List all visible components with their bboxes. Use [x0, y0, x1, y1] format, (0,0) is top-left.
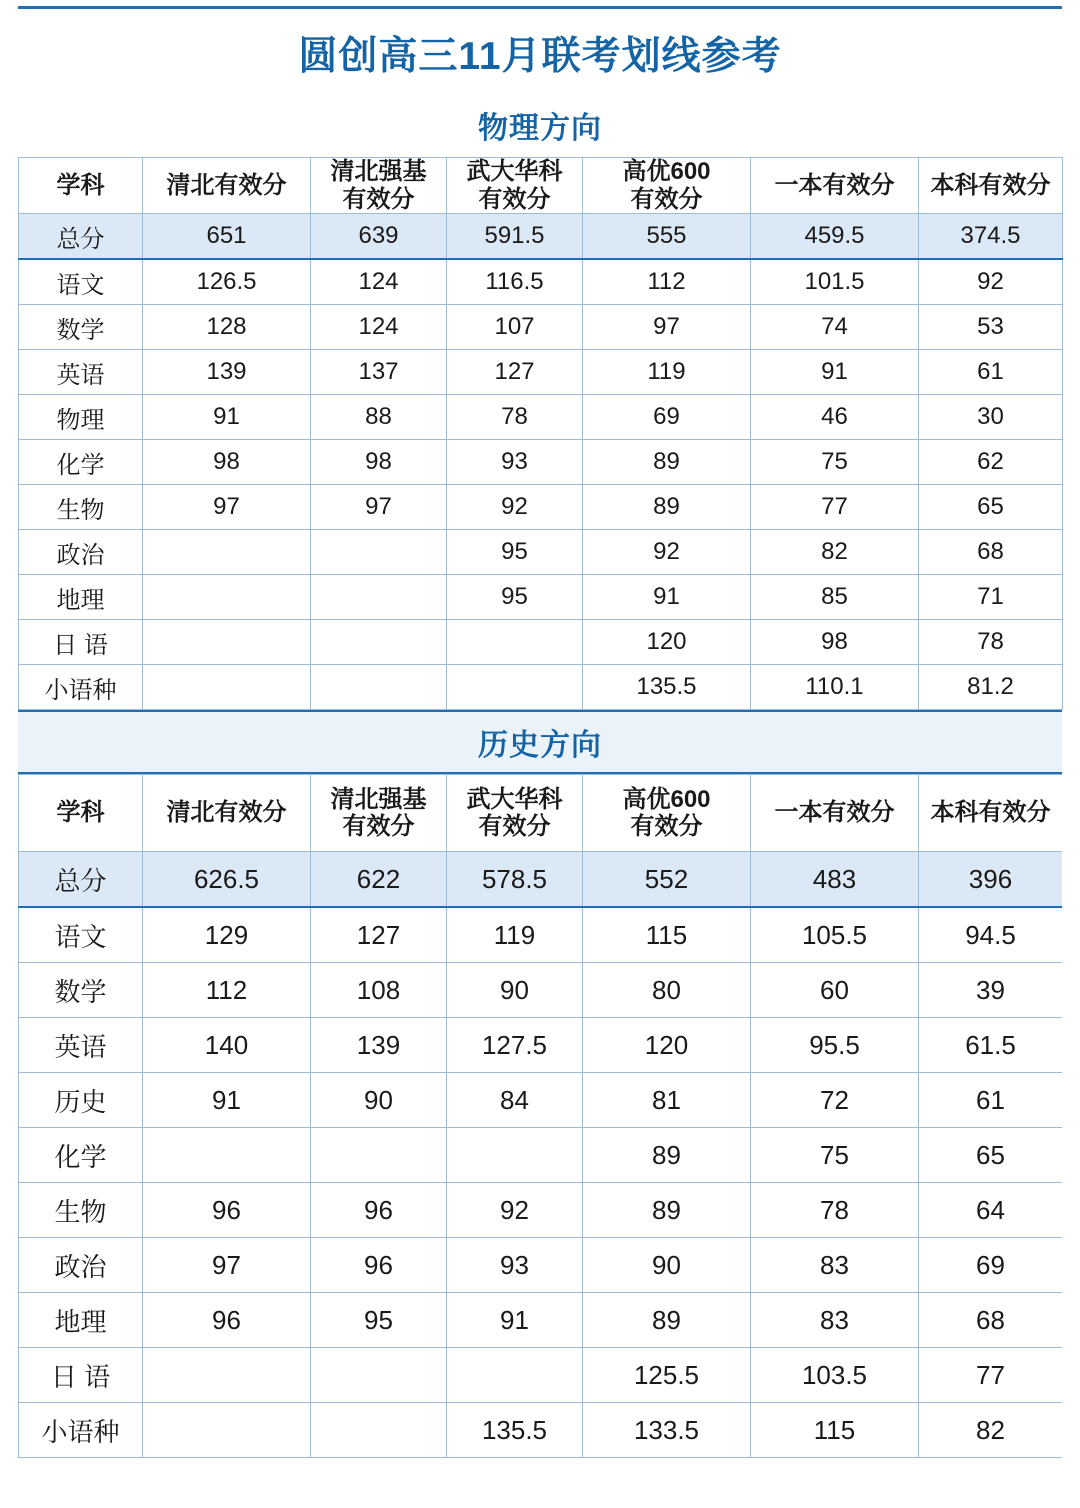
cell-value: 459.5 — [751, 214, 919, 260]
cell-value: 89 — [583, 1183, 751, 1238]
row-subject: 化学 — [19, 440, 143, 485]
cell-value: 96 — [143, 1183, 311, 1238]
table-row — [19, 350, 1063, 395]
row-subject: 地理 — [19, 1293, 143, 1348]
cell-value: 98 — [311, 440, 447, 485]
cell-value: 578.5 — [447, 852, 583, 908]
cell-value: 95.5 — [751, 1018, 919, 1073]
cell-value: 97 — [311, 485, 447, 530]
cell-value: 105.5 — [751, 907, 919, 963]
cell-value: 119 — [583, 350, 751, 395]
cell-value: 91 — [583, 575, 751, 620]
cell-value: 92 — [583, 530, 751, 575]
row-subject: 数学 — [19, 963, 143, 1018]
cell-value — [447, 620, 583, 665]
row-subject: 日 语 — [19, 1348, 143, 1403]
table-row — [19, 440, 1063, 485]
table-row — [19, 665, 1063, 710]
cell-value: 128 — [143, 305, 311, 350]
cell-value — [311, 1348, 447, 1403]
cell-value: 61.5 — [919, 1018, 1063, 1073]
cell-value — [311, 665, 447, 710]
table-row — [19, 1018, 1063, 1073]
col-header-gaoyou600: 高优600 有效分 — [583, 158, 751, 214]
cell-value — [447, 1348, 583, 1403]
cell-value: 89 — [583, 1293, 751, 1348]
cell-value: 133.5 — [583, 1403, 751, 1458]
row-subject: 小语种 — [19, 665, 143, 710]
cell-value — [311, 575, 447, 620]
cell-value: 82 — [751, 530, 919, 575]
cell-value: 91 — [143, 1073, 311, 1128]
row-subject: 日 语 — [19, 620, 143, 665]
cell-value — [447, 665, 583, 710]
cell-value: 124 — [311, 259, 447, 305]
table-row — [19, 852, 1063, 908]
cell-value: 65 — [919, 485, 1063, 530]
cell-value: 135.5 — [447, 1403, 583, 1458]
cell-value: 95 — [447, 575, 583, 620]
row-subject: 地理 — [19, 575, 143, 620]
col-header-yiben: 一本有效分 — [751, 158, 919, 214]
cell-value: 125.5 — [583, 1348, 751, 1403]
table-row — [19, 485, 1063, 530]
poster-page — [0, 6, 1080, 1508]
cell-value: 115 — [751, 1403, 919, 1458]
cell-value: 77 — [919, 1348, 1063, 1403]
history-section — [18, 774, 1062, 1458]
col-header-qingbei-qiangji: 清北强基 有效分 — [311, 775, 447, 852]
cell-value: 90 — [583, 1238, 751, 1293]
cell-value: 97 — [143, 485, 311, 530]
cell-value — [143, 1403, 311, 1458]
cell-value: 639 — [311, 214, 447, 260]
col-header-qingbei-qiangji: 清北强基 有效分 — [311, 158, 447, 214]
row-subject: 总分 — [19, 214, 143, 260]
cell-value: 80 — [583, 963, 751, 1018]
cell-value: 83 — [751, 1238, 919, 1293]
col-header-qingbei: 清北有效分 — [143, 775, 311, 852]
row-subject: 生物 — [19, 485, 143, 530]
cell-value: 97 — [143, 1238, 311, 1293]
row-subject: 语文 — [19, 907, 143, 963]
cell-value — [143, 1128, 311, 1183]
cell-value: 139 — [311, 1018, 447, 1073]
cell-value: 65 — [919, 1128, 1063, 1183]
table-row — [19, 1183, 1063, 1238]
table-row — [19, 1403, 1063, 1458]
cell-value: 90 — [311, 1073, 447, 1128]
cell-value: 112 — [583, 259, 751, 305]
col-header-qingbei: 清北有效分 — [143, 158, 311, 214]
cell-value: 91 — [447, 1293, 583, 1348]
row-subject: 历史 — [19, 1073, 143, 1128]
table-header-row — [19, 775, 1063, 852]
cell-value: 69 — [583, 395, 751, 440]
row-subject: 英语 — [19, 350, 143, 395]
page-title: 圆创高三11月联考划线参考 — [298, 35, 782, 78]
table-row — [19, 1128, 1063, 1183]
row-subject: 政治 — [19, 530, 143, 575]
cell-value: 82 — [919, 1403, 1063, 1458]
cell-value: 126.5 — [143, 259, 311, 305]
table-row — [19, 575, 1063, 620]
table-row — [19, 1293, 1063, 1348]
cell-value: 96 — [311, 1183, 447, 1238]
row-subject: 生物 — [19, 1183, 143, 1238]
cell-value: 96 — [311, 1238, 447, 1293]
table-row — [19, 907, 1063, 963]
cell-value: 30 — [919, 395, 1063, 440]
cell-value: 78 — [919, 620, 1063, 665]
cell-value: 127 — [311, 907, 447, 963]
cell-value: 78 — [447, 395, 583, 440]
row-subject: 英语 — [19, 1018, 143, 1073]
cell-value: 69 — [919, 1238, 1063, 1293]
cell-value: 396 — [919, 852, 1063, 908]
row-subject: 政治 — [19, 1238, 143, 1293]
cell-value — [447, 1128, 583, 1183]
cell-value: 92 — [447, 1183, 583, 1238]
cell-value: 96 — [143, 1293, 311, 1348]
cell-value: 75 — [751, 1128, 919, 1183]
cell-value: 110.1 — [751, 665, 919, 710]
cell-value: 91 — [143, 395, 311, 440]
table-row — [19, 395, 1063, 440]
cell-value: 88 — [311, 395, 447, 440]
cell-value: 135.5 — [583, 665, 751, 710]
cell-value: 68 — [919, 530, 1063, 575]
cell-value: 85 — [751, 575, 919, 620]
cell-value: 103.5 — [751, 1348, 919, 1403]
cell-value: 93 — [447, 1238, 583, 1293]
cell-value: 112 — [143, 963, 311, 1018]
table-row — [19, 530, 1063, 575]
cell-value: 61 — [919, 1073, 1063, 1128]
table-row — [19, 1073, 1063, 1128]
cell-value: 626.5 — [143, 852, 311, 908]
cell-value: 81.2 — [919, 665, 1063, 710]
col-header-gaoyou600: 高优600 有效分 — [583, 775, 751, 852]
col-header-subject: 学科 — [19, 775, 143, 852]
table-row — [19, 1348, 1063, 1403]
table-row — [19, 259, 1063, 305]
cell-value: 129 — [143, 907, 311, 963]
table-row — [19, 963, 1063, 1018]
cell-value: 91 — [751, 350, 919, 395]
cell-value: 555 — [583, 214, 751, 260]
cell-value: 75 — [751, 440, 919, 485]
section-title-history: 历史方向 — [18, 710, 1062, 774]
table-row — [19, 620, 1063, 665]
cell-value: 98 — [751, 620, 919, 665]
cell-value: 89 — [583, 440, 751, 485]
cell-value: 127.5 — [447, 1018, 583, 1073]
col-header-wuda-huake: 武大华科 有效分 — [447, 775, 583, 852]
cell-value: 120 — [583, 1018, 751, 1073]
row-subject: 语文 — [19, 259, 143, 305]
table-row — [19, 214, 1063, 260]
col-header-subject: 学科 — [19, 158, 143, 214]
cell-value: 81 — [583, 1073, 751, 1128]
cell-value — [311, 530, 447, 575]
history-score-table — [18, 774, 1062, 1458]
cell-value: 77 — [751, 485, 919, 530]
cell-value: 89 — [583, 485, 751, 530]
cell-value — [311, 1128, 447, 1183]
cell-value: 62 — [919, 440, 1063, 485]
cell-value — [143, 575, 311, 620]
cell-value: 68 — [919, 1293, 1063, 1348]
row-subject: 小语种 — [19, 1403, 143, 1458]
physics-score-table — [18, 157, 1063, 710]
cell-value: 92 — [919, 259, 1063, 305]
cell-value: 64 — [919, 1183, 1063, 1238]
cell-value: 651 — [143, 214, 311, 260]
cell-value: 92 — [447, 485, 583, 530]
cell-value: 78 — [751, 1183, 919, 1238]
cell-value: 95 — [447, 530, 583, 575]
cell-value — [143, 1348, 311, 1403]
col-header-benke: 本科有效分 — [919, 775, 1063, 852]
cell-value: 95 — [311, 1293, 447, 1348]
cell-value: 98 — [143, 440, 311, 485]
section-title-physics: 物理方向 — [478, 112, 602, 145]
cell-value: 483 — [751, 852, 919, 908]
cell-value: 101.5 — [751, 259, 919, 305]
table-row — [19, 1238, 1063, 1293]
cell-value: 39 — [919, 963, 1063, 1018]
cell-value: 591.5 — [447, 214, 583, 260]
row-subject: 化学 — [19, 1128, 143, 1183]
cell-value: 72 — [751, 1073, 919, 1128]
cell-value — [143, 530, 311, 575]
col-header-benke: 本科有效分 — [919, 158, 1063, 214]
cell-value — [143, 665, 311, 710]
cell-value: 89 — [583, 1128, 751, 1183]
row-subject: 数学 — [19, 305, 143, 350]
cell-value: 115 — [583, 907, 751, 963]
cell-value: 94.5 — [919, 907, 1063, 963]
cell-value — [311, 620, 447, 665]
cell-value — [311, 1403, 447, 1458]
cell-value: 139 — [143, 350, 311, 395]
row-subject: 物理 — [19, 395, 143, 440]
cell-value — [143, 620, 311, 665]
cell-value: 61 — [919, 350, 1063, 395]
cell-value: 90 — [447, 963, 583, 1018]
cell-value: 83 — [751, 1293, 919, 1348]
cell-value: 374.5 — [919, 214, 1063, 260]
cell-value: 127 — [447, 350, 583, 395]
cell-value: 622 — [311, 852, 447, 908]
col-header-wuda-huake: 武大华科 有效分 — [447, 158, 583, 214]
cell-value: 53 — [919, 305, 1063, 350]
cell-value: 84 — [447, 1073, 583, 1128]
cell-value: 93 — [447, 440, 583, 485]
cell-value: 119 — [447, 907, 583, 963]
cell-value: 71 — [919, 575, 1063, 620]
row-subject: 总分 — [19, 852, 143, 908]
cell-value: 140 — [143, 1018, 311, 1073]
cell-value: 137 — [311, 350, 447, 395]
cell-value: 108 — [311, 963, 447, 1018]
cell-value: 46 — [751, 395, 919, 440]
table-header-row — [19, 158, 1063, 214]
cell-value: 107 — [447, 305, 583, 350]
cell-value: 97 — [583, 305, 751, 350]
cell-value: 124 — [311, 305, 447, 350]
cell-value: 120 — [583, 620, 751, 665]
table-row — [19, 305, 1063, 350]
cell-value: 74 — [751, 305, 919, 350]
cell-value: 552 — [583, 852, 751, 908]
col-header-yiben: 一本有效分 — [751, 775, 919, 852]
cell-value: 116.5 — [447, 259, 583, 305]
cell-value: 60 — [751, 963, 919, 1018]
